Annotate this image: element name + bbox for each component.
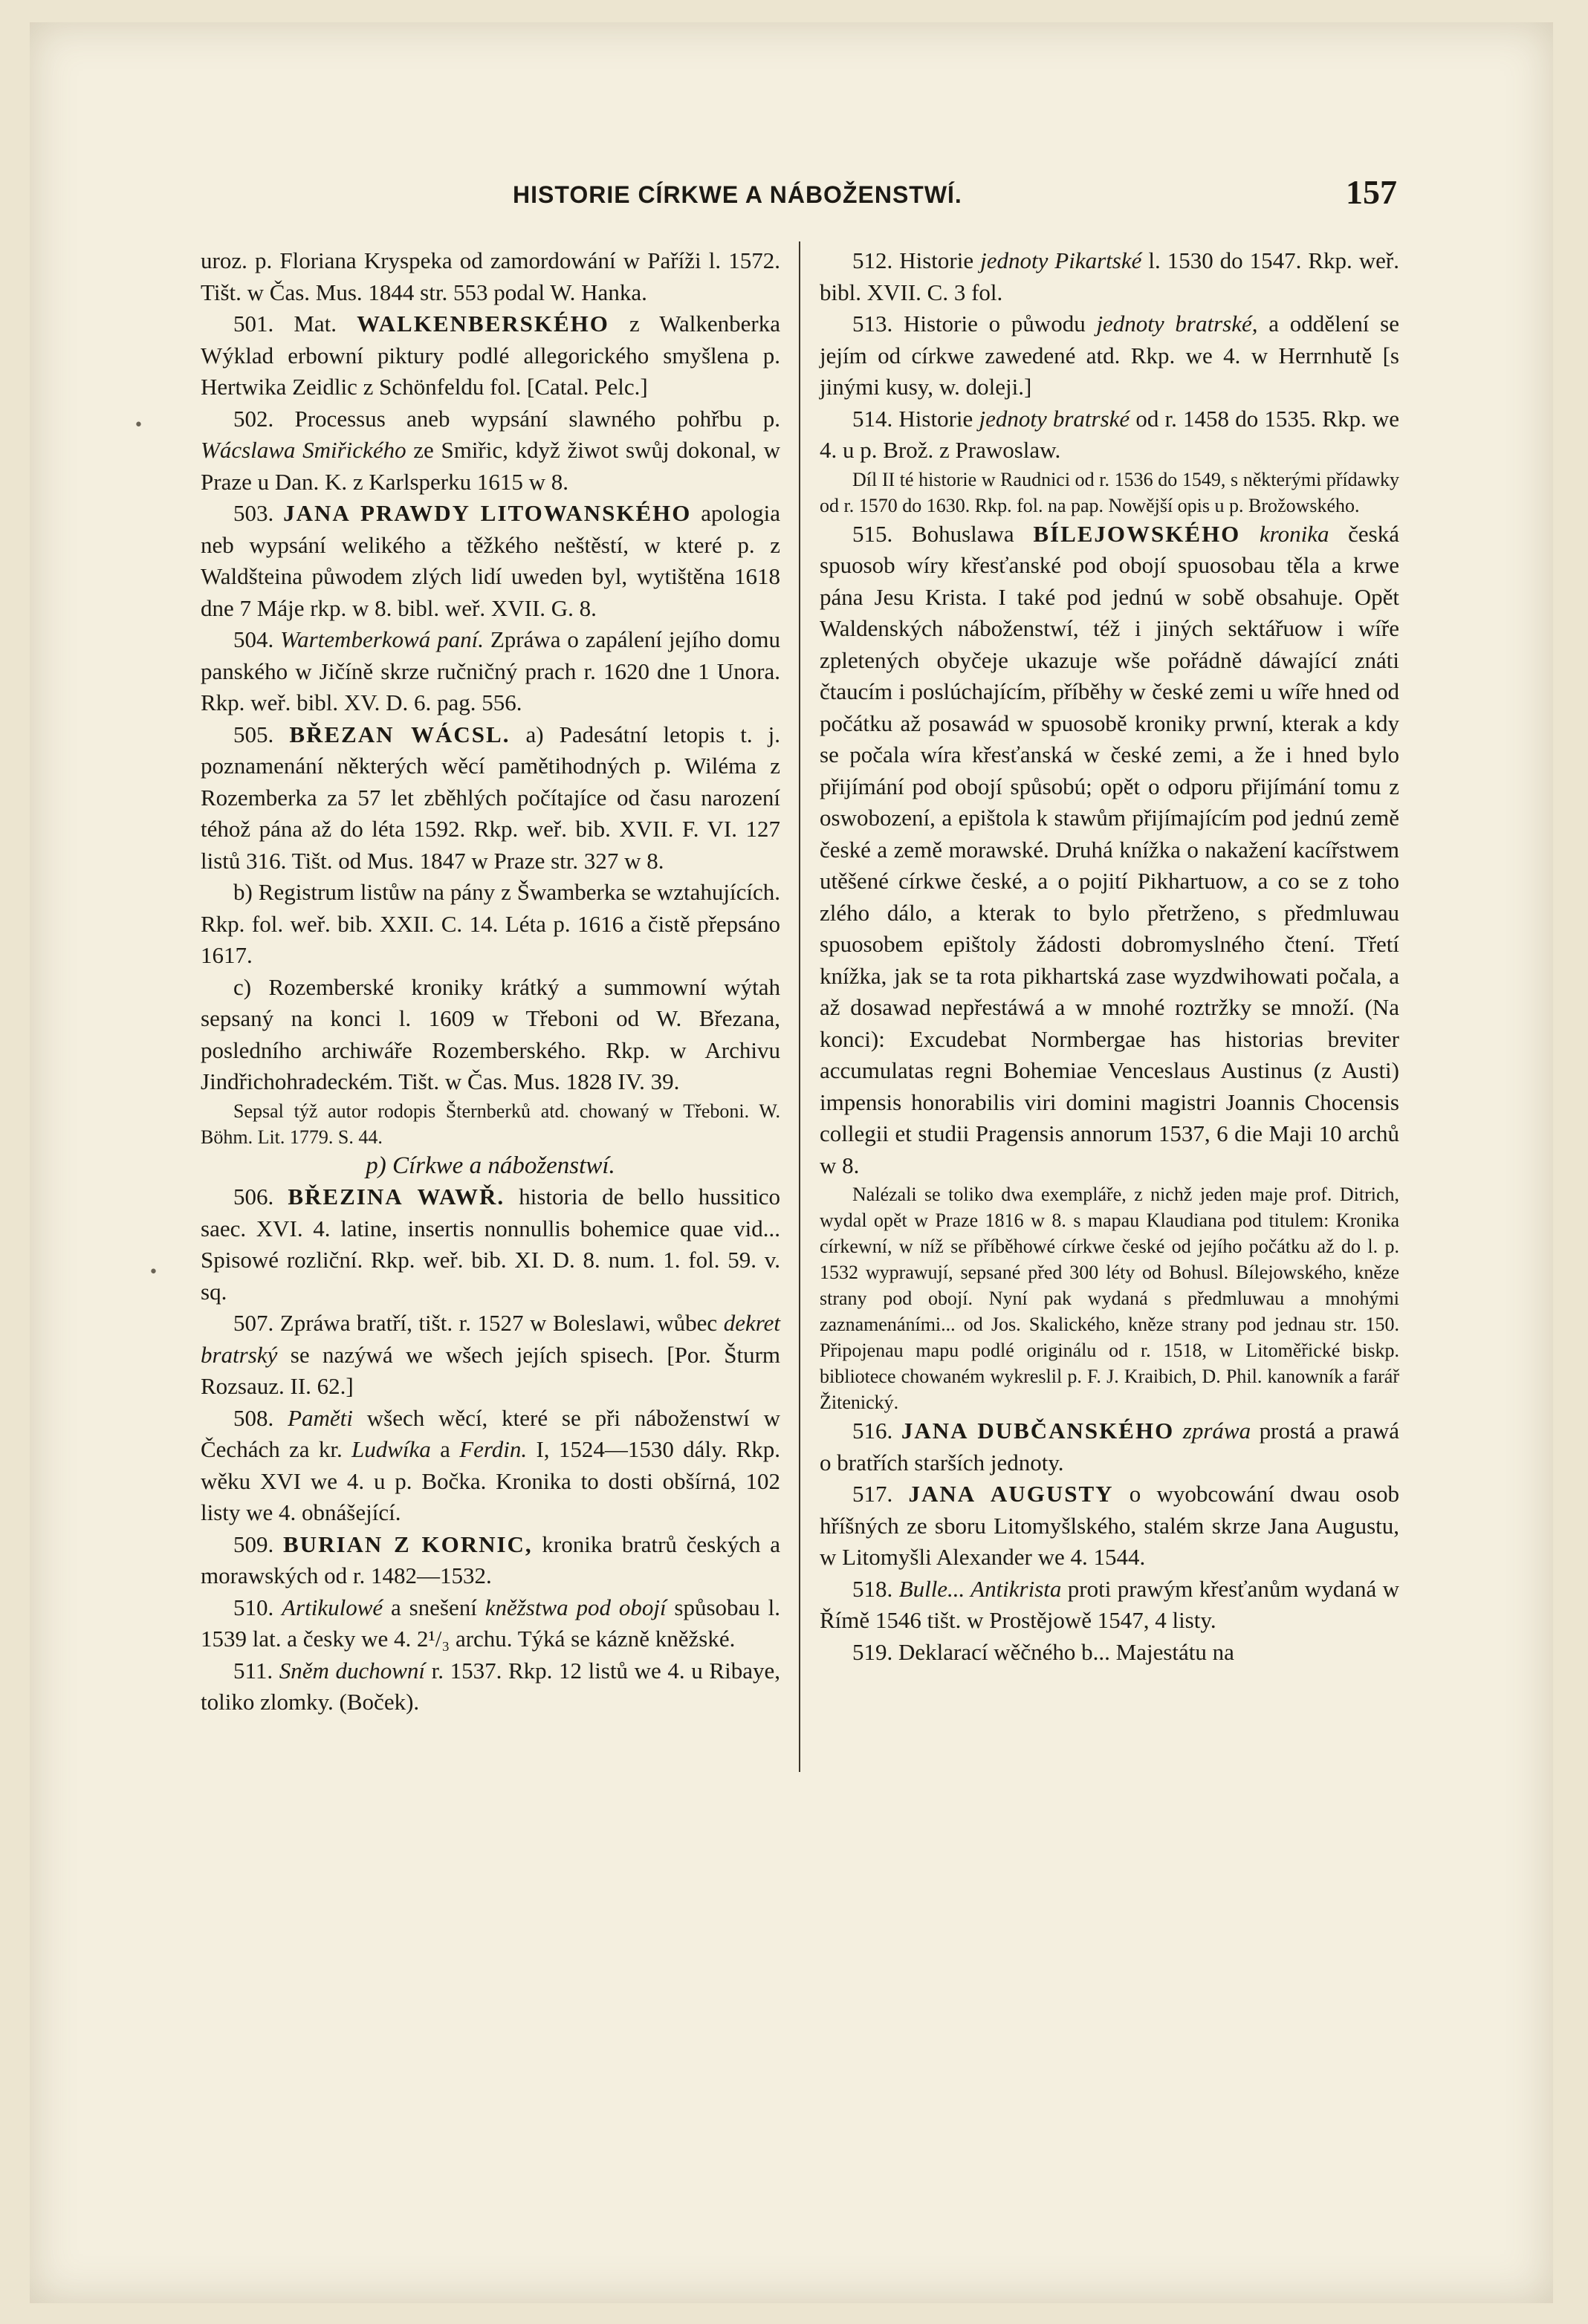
entry-507: 507. Zpráwa bratří, tišt. r. 1527 w Boleslawi, wůbec dekret bratrský se nazýwá we wšech jejích spisech. [Por. Šturm Rozsauz. II. 62.]: [201, 1310, 780, 1399]
left-column: [201, 245, 780, 1718]
entry-505-c: c) Rozemberské kroniky krátký a summowní wýtah sepsaný na konci l. 1609 w Třeboni od W. Březana, posledního archiwáře Rozemberského. Rkp. w Archivu Jindřichohradeckém. Tišt. w Čas. Mus. 1828 IV. 39.: [201, 973, 780, 1094]
entry-506: 506. BŘEZINA WAWŘ. historia de bello hussitico saec. XVI. 4. latine, insertis nonnullis bohemice quae vid... Spisowé rozliční. Rkp. weř. bib. XI. D. 8. num. 1. fol. 59. v. sq.: [201, 1184, 780, 1305]
entry-505-b: b) Registrum listůw na pány z Šwamberka se wztahujících. Rkp. fol. weř. bib. XXII. C. 14. Léta p. 1616 a čistě přepsáno 1617.: [201, 879, 780, 968]
entry-500-continued: uroz. p. Floriana Kryspeka od zamordowání w Paříži l. 1572. Tišt. w Čas. Mus. 1844 str. 553 podal W. Hanka.: [201, 247, 780, 305]
entry-503: 503. JANA PRAWDY LITOWANSKÉHO apologia neb wypsání welikého a těžkého neštěstí, w které p. z Waldšteina půwodem zlých lidí uweden byl, wytištěna 1618 dne 7 Máje rkp. w 8. bibl. weř. XVII. G. 8.: [201, 500, 780, 621]
entry-505: 505. BŘEZAN WÁCSL. a) Padesátní letopis t. j. poznamenání některých wěcí pamětihodných p. Wiléma z Rozemberka za 57 let zběhlých počítajíce od času narození téhož pána až do léta 1592. Rkp. weř. bib. XVII. F. VI. 127 listů 316. Tišt. od Mus. 1847 w Praze str. 327 w 8.: [201, 721, 781, 874]
entry-505-note: Sepsal týž autor rodopis Šternberků atd. chowaný w Třeboni. W. Böhm. Lit. 1779. S. 44.: [201, 1100, 780, 1148]
entry-516: 516. JANA DUBČANSKÉHO zpráwa prostá a prawá o bratřích starších jednoty.: [820, 1418, 1400, 1476]
entry-501: 501. Mat. WALKENBERSKÉHO z Walkenberka Wýklad erbowní piktury podlé allegorického smyšlena p. Hertwika Zeidlic z Schönfeldu fol. [Catal. Pelc.]: [201, 311, 781, 400]
entry-514: 514. Historie jednoty bratrské od r. 1458 do 1535. Rkp. we 4. u p. Brož. z Prawoslaw.: [820, 405, 1400, 463]
entry-510: 510. Artikulowé a snešení kněžstwa pod obojí spůsobau l. 1539 lat. a česky we 4. 2¹/₃ archu. Týká se kázně kněžské.: [201, 1594, 780, 1652]
entry-513: 513. Historie o půwodu jednoty bratrské, a oddělení se jejím od církwe zawedené atd. Rkp. we 4. w Herrnhutě [s jinými kusy, w. doleji.]: [820, 311, 1399, 400]
entry-509: 509. BURIAN Z KORNIC, kronika bratrů českých a morawských od r. 1482—1532.: [201, 1531, 780, 1588]
right-column: [820, 245, 1399, 1668]
column-divider: [799, 241, 800, 1772]
entry-514-note: Díl II té historie w Raudnici od r. 1536 do 1549, s některými přídawky od r. 1570 do 1630. Rkp. fol. na pap. Nowější opis u p. Brožowského.: [820, 468, 1399, 516]
entry-519: 519. Deklarací wěčného b... Majestátu na: [852, 1638, 1234, 1665]
entry-515: 515. Bohuslawa BÍLEJOWSKÉHO kronika česká spuosob wíry křesťanské pod obojí spuosobau těla a krwe pána Jesu Krista. I také pod jednú w sobě obsahuje. Opět Waldenských náboženstwí, též i jiných sektářuow i wíře zpletených obyčeje ukazuje wše pořádně dáwající znáti čtaucím i poslúchajícím, příběhy w české zemi u wíře hned od počátku až posawád w spuosobě kroniky prwní, kterak a kdy se počala wíra křesťanská w české zemi, a že i hned bylo přijímání pod obojí spůsobú; opět o odporu přijímání tomu z oswobození, a epištola k stawům přijímajícím pod jednú země české a země morawské. Druhá knížka o nakažení kacířstwem utěšené církwe české, a o pojití Pikhartuow, a co se z toho zlého dálo, a kterak to bylo přetrženo, s předmluwau spuosobem epištoly žádosti dobromyslného čtení. Třetí knížka, jak se ta rota pikhartská zase wyzdwihowati počala, a až dosawad nepřestáwá a w mnohé roztržky se množí. (Na konci): Excudebat Normbergae has historias breviter accumulatas regni Bohemiae Venceslaus Austinus (z Austi) impensis honorabilis viri domini magistri Joannis Chocensis collegii et studii Pragensis annorum 1537, 6 die Maji 10 archů w 8.: [820, 520, 1399, 1178]
entry-508: 508. Paměti wšech wěcí, které se při náboženstwí w Čechách za kr. Ludwíka a Ferdin. I, 1524—1530 dály. Rkp. wěku XVI we 4. u p. Bočka. Kronika to dosti obšírná, 102 listy we 4. obnášející.: [201, 1404, 781, 1525]
margin-dot: •: [149, 1263, 158, 1282]
entry-518: 518. Bulle... Antikrista proti prawým křesťanům wydaná w Římě 1546 tišt. w Prostějowě 1547, 4 listy.: [820, 1575, 1400, 1633]
entry-512: 512. Historie jednoty Pikartské l. 1530 do 1547. Rkp. weř. bibl. XVII. C. 3 fol.: [820, 247, 1399, 305]
entry-515-note: Nalézali se toliko dwa exempláře, z nichž jeden maje prof. Ditrich, wydal opět w Praze 1816 w 8. s mapau Klaudiana pod titulem: Kronika církewní, w níž se příběhowé církwe české od jejího počátku až do l. p. 1532 wyprawují, sepsané před 300 léty od Bohusl. Bílejowského, kněze strany pod obojí. Nyní pak wydaná s předmluwau a mnohými zaznamenáními... od Jos. Skalického, kněze strany pod jednau str. 150. Připojenau mapu podlé originálu od r. 1518, w Litoměřické biskp. bibliotece chowaném wykreslil p. F. J. Kraibich, D. Phil. kanowník a farář Žitenický.: [820, 1184, 1399, 1413]
running-title: HISTORIE CÍRKWE A NÁBOŽENSTWÍ.: [513, 181, 962, 208]
entry-517: 517. JANA AUGUSTY o wyobcowání dwau osob hříšných ze sboru Litomyšlského, stalém skrze Jana Augustu, w Litomyšli Alexander we 4. 1544.: [820, 1481, 1399, 1570]
entry-504: 504. Wartemberkowá paní. Zpráwa o zapálení jejího domu panského w Jičíně skrze ručničný prach r. 1620 dne 1 Unora. Rkp. weř. bibl. XV. D. 6. pag. 556.: [201, 626, 780, 715]
margin-dot: •: [134, 416, 143, 435]
entry-502: 502. Processus aneb wypsání slawného pohřbu p. Wácslawa Smiřického ze Smiřic, když žiwot swůj dokonal, w Praze u Dan. K. z Karlsperku 1615 w 8.: [201, 405, 780, 495]
page-header: [201, 172, 1397, 224]
page-number: 157: [1346, 173, 1397, 211]
entry-511: 511. Sněm duchowní r. 1537. Rkp. 12 listů we 4. u Ribaye, toliko zlomky. (Boček).: [201, 1657, 780, 1715]
section-heading: p) Církwe a náboženstwí.: [366, 1152, 615, 1179]
